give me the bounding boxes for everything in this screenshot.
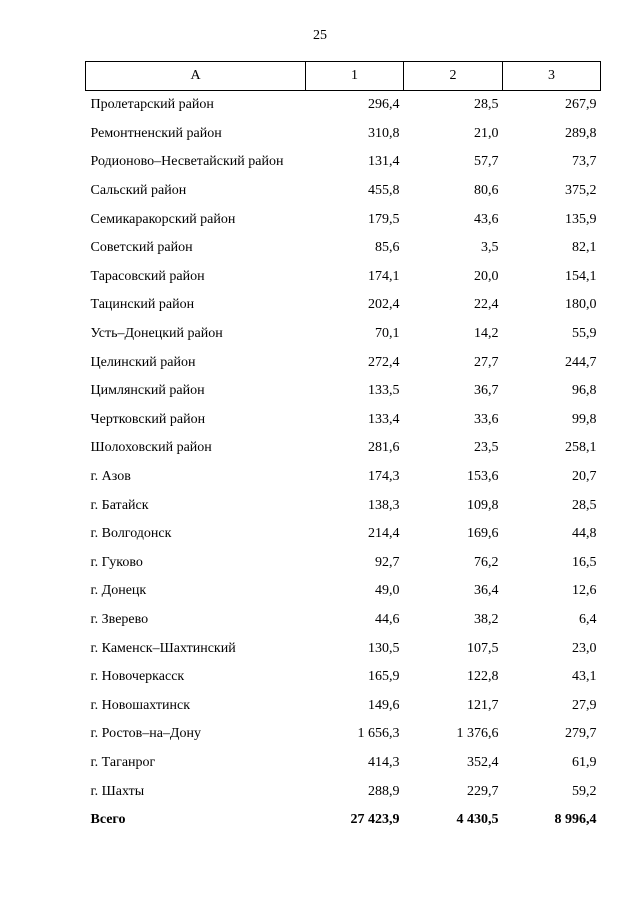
column-header: А — [86, 62, 306, 91]
row-value: 28,5 — [572, 497, 597, 513]
table-row — [86, 263, 601, 292]
row-label: г. Донецк — [90, 583, 147, 599]
row-value: 82,1 — [572, 240, 597, 256]
total-value: 8 996,4 — [554, 812, 597, 828]
row-value: 96,8 — [572, 383, 597, 399]
row-value: 1 656,3 — [357, 726, 400, 742]
row-label: г. Зверево — [90, 611, 149, 627]
table-row — [86, 520, 601, 549]
row-value: 70,1 — [375, 326, 400, 342]
row-label: Пролетарский район — [90, 97, 214, 113]
table-row — [86, 205, 601, 234]
table-row — [86, 491, 601, 520]
row-value: 28,5 — [474, 97, 499, 113]
row-value: 455,8 — [368, 183, 400, 199]
row-label: г. Шахты — [90, 783, 145, 799]
table-row — [86, 91, 601, 120]
row-value: 174,3 — [368, 469, 400, 485]
row-value: 20,0 — [474, 268, 499, 284]
row-value: 149,6 — [368, 697, 400, 713]
row-value: 27,9 — [572, 697, 597, 713]
row-value: 80,6 — [474, 183, 499, 199]
table-row — [86, 234, 601, 263]
table-row — [86, 663, 601, 692]
row-value: 414,3 — [368, 754, 400, 770]
row-label: г. Новочеркасск — [90, 669, 185, 685]
row-value: 267,9 — [565, 97, 597, 113]
row-value: 289,8 — [565, 125, 597, 141]
row-value: 1 376,6 — [456, 726, 499, 742]
row-value: 352,4 — [467, 754, 499, 770]
row-label: Чертковский район — [90, 411, 206, 427]
row-value: 44,8 — [572, 526, 597, 542]
row-value: 85,6 — [375, 240, 400, 256]
row-label: Тацинский район — [90, 297, 195, 313]
table-row — [86, 291, 601, 320]
table-row — [86, 777, 601, 806]
row-value: 14,2 — [474, 326, 499, 342]
row-value: 135,9 — [565, 211, 597, 227]
header-row — [86, 62, 601, 91]
row-value: 130,5 — [368, 640, 400, 656]
row-value: 107,5 — [467, 640, 499, 656]
table-row — [86, 377, 601, 406]
row-label: Цимлянский район — [90, 383, 205, 399]
row-value: 36,7 — [474, 383, 499, 399]
row-value: 180,0 — [565, 297, 597, 313]
table-row — [86, 691, 601, 720]
table-header — [86, 62, 601, 91]
row-value: 202,4 — [368, 297, 400, 313]
table-row — [86, 434, 601, 463]
column-header: 2 — [404, 62, 503, 91]
row-label: г. Ростов–на–Дону — [90, 726, 201, 742]
row-value: 23,0 — [572, 640, 597, 656]
row-value: 133,5 — [368, 383, 400, 399]
row-label: Усть–Донецкий район — [90, 326, 223, 342]
row-value: 33,6 — [474, 411, 499, 427]
row-label: г. Каменск–Шахтинский — [90, 640, 236, 656]
table-row — [86, 406, 601, 435]
total-label: Всего — [90, 812, 126, 828]
row-value: 154,1 — [565, 268, 597, 284]
table-row — [86, 177, 601, 206]
row-label: Целинский район — [90, 354, 196, 370]
row-value: 121,7 — [467, 697, 499, 713]
row-value: 57,7 — [474, 154, 499, 170]
row-value: 165,9 — [368, 669, 400, 685]
row-value: 76,2 — [474, 554, 499, 570]
row-value: 310,8 — [368, 125, 400, 141]
column-header: 3 — [503, 62, 601, 91]
table-body — [86, 91, 601, 835]
row-value: 109,8 — [467, 497, 499, 513]
row-label: Сальский район — [90, 183, 187, 199]
row-label: г. Батайск — [90, 497, 149, 513]
row-value: 27,7 — [474, 354, 499, 370]
row-value: 281,6 — [368, 440, 400, 456]
row-value: 20,7 — [572, 469, 597, 485]
row-label: г. Азов — [90, 469, 131, 485]
table-row — [86, 148, 601, 177]
row-value: 131,4 — [368, 154, 400, 170]
data-table — [85, 61, 601, 834]
row-value: 73,7 — [572, 154, 597, 170]
table-row — [86, 749, 601, 778]
total-row — [86, 806, 601, 835]
row-value: 21,0 — [474, 125, 499, 141]
row-value: 22,4 — [474, 297, 499, 313]
row-value: 23,5 — [474, 440, 499, 456]
table-row — [86, 549, 601, 578]
row-value: 59,2 — [572, 783, 597, 799]
row-value: 296,4 — [368, 97, 400, 113]
total-value: 4 430,5 — [456, 812, 499, 828]
row-value: 36,4 — [474, 583, 499, 599]
row-label: Тарасовский район — [90, 268, 205, 284]
row-value: 16,5 — [572, 554, 597, 570]
table-row — [86, 720, 601, 749]
table-row — [86, 320, 601, 349]
row-value: 92,7 — [375, 554, 400, 570]
row-value: 214,4 — [368, 526, 400, 542]
row-value: 6,4 — [579, 611, 597, 627]
table-row — [86, 606, 601, 635]
total-value: 27 423,9 — [350, 812, 400, 828]
row-value: 122,8 — [467, 669, 499, 685]
row-value: 38,2 — [474, 611, 499, 627]
row-value: 61,9 — [572, 754, 597, 770]
table-row — [86, 634, 601, 663]
row-value: 153,6 — [467, 469, 499, 485]
row-value: 279,7 — [565, 726, 597, 742]
row-label: Семикаракорский район — [90, 211, 236, 227]
row-value: 43,6 — [474, 211, 499, 227]
column-header: 1 — [306, 62, 404, 91]
row-value: 272,4 — [368, 354, 400, 370]
row-label: Ремонтненский район — [90, 125, 222, 141]
page-number: 25 — [313, 28, 327, 43]
row-label: г. Таганрог — [90, 754, 156, 770]
row-value: 174,1 — [368, 268, 400, 284]
table-row — [86, 577, 601, 606]
row-value: 138,3 — [368, 497, 400, 513]
table-row — [86, 348, 601, 377]
row-value: 375,2 — [565, 183, 597, 199]
row-value: 49,0 — [375, 583, 400, 599]
row-value: 133,4 — [368, 411, 400, 427]
row-value: 258,1 — [565, 440, 597, 456]
row-value: 288,9 — [368, 783, 400, 799]
row-value: 229,7 — [467, 783, 499, 799]
row-value: 244,7 — [565, 354, 597, 370]
row-value: 3,5 — [481, 240, 499, 256]
row-value: 55,9 — [572, 326, 597, 342]
table-row — [86, 463, 601, 492]
row-value: 44,6 — [375, 611, 400, 627]
row-label: Советский район — [90, 240, 193, 256]
row-label: Родионово–Несветайский район — [90, 154, 284, 170]
row-value: 179,5 — [368, 211, 400, 227]
row-value: 99,8 — [572, 411, 597, 427]
row-label: г. Гуково — [90, 554, 143, 570]
row-value: 169,6 — [467, 526, 499, 542]
row-label: г. Волгодонск — [90, 526, 172, 542]
row-label: г. Новошахтинск — [90, 697, 191, 713]
row-value: 12,6 — [572, 583, 597, 599]
row-label: Шолоховский район — [90, 440, 212, 456]
row-value: 43,1 — [572, 669, 597, 685]
table-row — [86, 120, 601, 149]
